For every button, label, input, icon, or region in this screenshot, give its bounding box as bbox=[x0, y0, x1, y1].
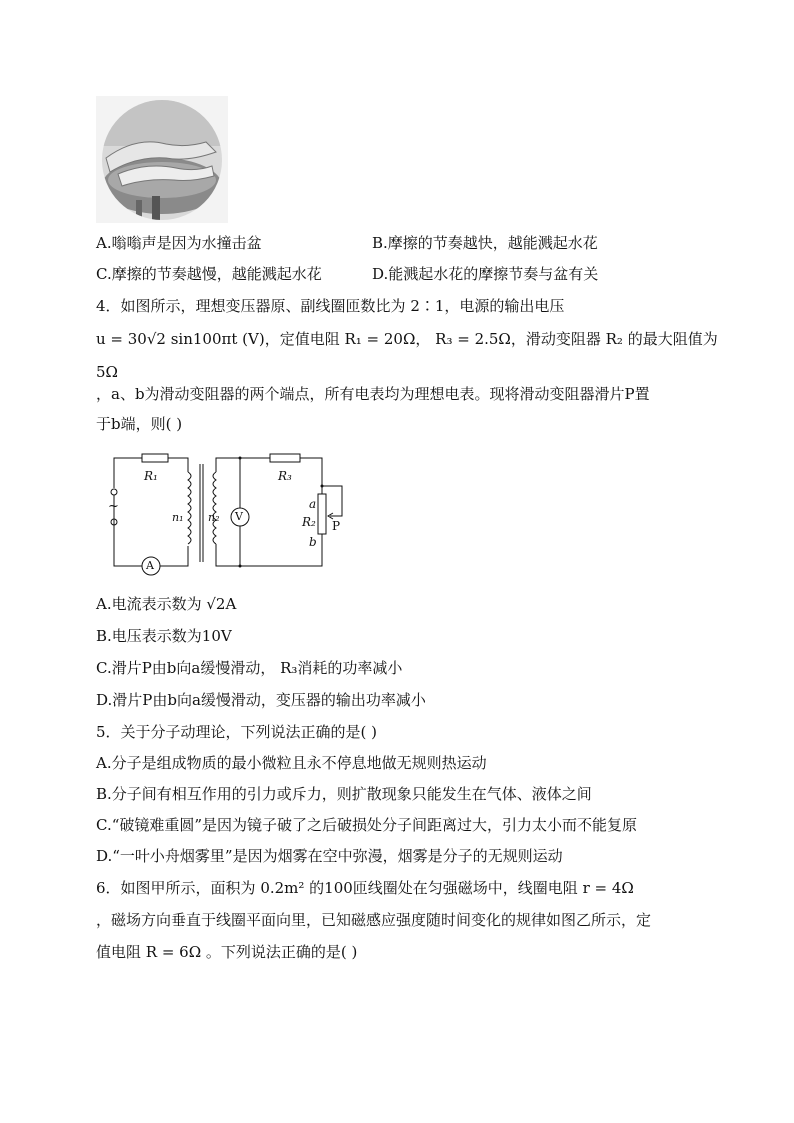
q4-stem-line3: 5Ω bbox=[96, 363, 118, 381]
q4-stem-line4: ，a、b为滑动变阻器的两个端点，所有电表均为理想电表。现将滑动变阻器滑片P置 bbox=[96, 385, 650, 403]
q5-option-c: C.“破镜难重圆”是因为镜子破了之后破损处分子间距离过大，引力太小而不能复原 bbox=[96, 816, 638, 834]
q3-option-b: B.摩擦的节奏越快，越能溅起水花 bbox=[372, 234, 598, 252]
q6-stem-line3: 值电阻 R = 6Ω 。下列说法正确的是( ) bbox=[96, 943, 358, 961]
label-r2: R₂ bbox=[302, 515, 316, 529]
q3-option-d: D.能溅起水花的摩擦节奏与盆有关 bbox=[372, 265, 599, 283]
basin-photo bbox=[96, 96, 228, 223]
q5-option-a: A.分子是组成物质的最小微粒且永不停息地做无规则热运动 bbox=[96, 754, 487, 772]
q5-stem: 5．关于分子动理论，下列说法正确的是( ) bbox=[96, 723, 378, 741]
q4-option-c: C.滑片P由b向a缓慢滑动， R₃消耗的功率减小 bbox=[96, 659, 403, 677]
label-r1: R₁ bbox=[144, 469, 158, 483]
q3-option-c: C.摩擦的节奏越慢，越能溅起水花 bbox=[96, 265, 322, 283]
label-r3: R₃ bbox=[278, 469, 292, 483]
label-b: b bbox=[309, 535, 317, 549]
transformer-circuit-diagram bbox=[100, 446, 360, 584]
q6-stem-line2: ，磁场方向垂直于线圈平面向里，已知磁感应强度随时间变化的规律如图乙所示，定 bbox=[96, 911, 652, 929]
ac-source-symbol: ~ bbox=[108, 499, 119, 514]
q4-stem-line2: u = 30√2 sin100πt (V)，定值电阻 R₁ = 20Ω， R₃ = 2.5Ω，滑动变阻器 R₂ 的最大阻值为 bbox=[96, 330, 718, 348]
q6-stem-line1: 6．如图甲所示，面积为 0.2m² 的100匝线圈处在匀强磁场中，线圈电阻 r = 4Ω bbox=[96, 879, 634, 897]
q4-option-a: A.电流表示数为 √2A bbox=[96, 595, 237, 613]
q5-option-d: D.“一叶小舟烟雾里”是因为烟雾在空中弥漫，烟雾是分子的无规则运动 bbox=[96, 847, 563, 865]
label-slider-p: P bbox=[332, 519, 341, 533]
q4-option-b: B.电压表示数为10V bbox=[96, 627, 232, 645]
voltmeter-label: V bbox=[235, 510, 243, 523]
q4-option-d: D.滑片P由b向a缓慢滑动，变压器的输出功率减小 bbox=[96, 691, 426, 709]
q3-option-a: A.嗡嗡声是因为水撞击盆 bbox=[96, 234, 262, 252]
ammeter-label: A bbox=[146, 559, 154, 572]
label-n2: n₂ bbox=[208, 511, 220, 524]
label-a: a bbox=[309, 497, 317, 511]
q4-stem-line1: 4．如图所示，理想变压器原、副线圈匝数比为 2∶1，电源的输出电压 bbox=[96, 297, 565, 315]
label-n1: n₁ bbox=[172, 511, 184, 524]
q5-option-b: B.分子间有相互作用的引力或斥力，则扩散现象只能发生在气体、液体之间 bbox=[96, 785, 592, 803]
q4-stem-line5: 于b端，则( ) bbox=[96, 415, 183, 433]
